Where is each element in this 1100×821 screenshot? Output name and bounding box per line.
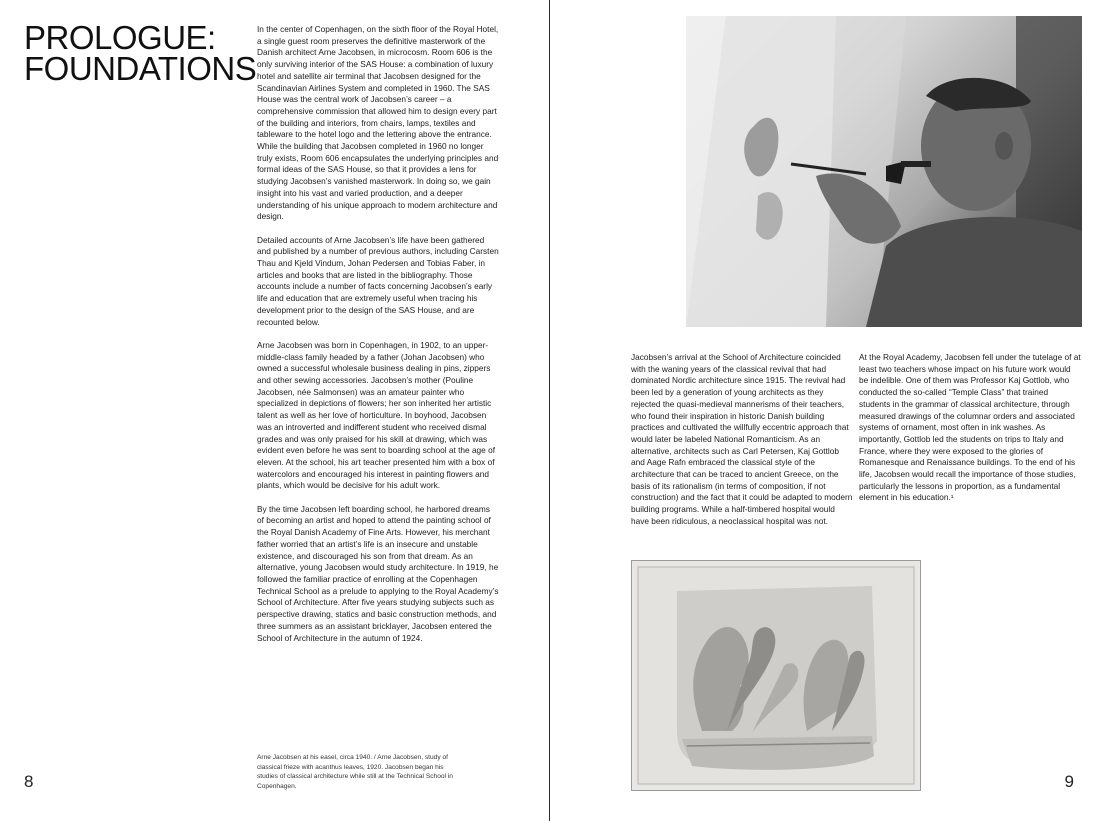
paragraph: Detailed accounts of Arne Jacobsen’s life have been gathered and published by a number of previous authors, including Carsten Thau and Kjeld Vindum, Johan Pedersen and Tobias Faber, in articles and books that are listed in the bibliography. Those accounts include a number of facts concerning Jacobsen’s early life and education that are extremely useful when tracing his development prior to the design of the SAS House, and are recounted below. xyxy=(257,234,499,327)
page-number-left: 8 xyxy=(24,772,34,791)
paragraph: In the center of Copenhagen, on the sixth floor of the Royal Hotel, a single guest room preserves the definitive masterwork of the Danish architect Arne Jacobsen, in microcosm. Room 606 is the only surviving interior of the SAS House: a combination of luxury hotel and satellite air terminal that Jacobsen designed for the Scandinavian Airlines System and completed in 1960. The SAS House was the central work of Jacobsen’s career – a comprehensive commission that allowed him to design every part of the building and interiors, from chairs, lamps, textiles and tableware to the hotel logo and the lettering above the entrance. While the building that Jacobsen completed in 1960 no longer truly exists, Room 606 encapsulates the underlying principles and formal ideas of the SAS House, so that it provides a lens for studying Jacobsen’s vanished masterwork. In doing so, we gain insight into his vast and varied production, and a deeper understanding of his unique approach to modern architecture and design. xyxy=(257,24,499,222)
photo-illustration xyxy=(686,16,1082,327)
paragraph: Jacobsen’s arrival at the School of Architecture coincided with the waning years of the classical revival that had dominated Nordic architecture since 1915. The revival had been led by a generation of young architects as they rejected the quasi-medieval mannerisms of their teachers, who found their inspiration in historic Danish building practices and cultivated the willfully eccentric approach that would later be labeled National Romanticism. As an alternative, architects such as Carl Petersen, Kaj Gottlob and Aage Rafn embraced the classical style of the architecture that can be traced to ancient Greece, on the basis of its rationalism (in terms of composition, if not construction) and the fact that it could be adapted to modern building programs. While a half-timbered hospital would have been ridiculous, a neoclassical hospital was not. xyxy=(631,352,853,526)
page-number-right: 9 xyxy=(1064,772,1074,791)
body-text-column-a xyxy=(631,352,853,528)
drawing-acanthus-frieze xyxy=(631,560,921,791)
right-page xyxy=(550,0,1100,821)
chapter-title xyxy=(24,19,257,87)
drawing-illustration xyxy=(632,561,920,790)
paragraph: At the Royal Academy, Jacobsen fell under the tutelage of at least two teachers whose impact on his future work would be indelible. One of them was Professor Kaj Gottlob, who conducted the so-called “Temple Class” that trained students in the grammar of classical architecture, through measured drawings of the columnar orders and associated systems of ornament, most often in ink washes. As importantly, Gottlob led the students on trips to Italy and France, where they were exposed to the glories of Romanesque and Renaissance buildings. To the end of his life, Jacobsen would recall the importance of those studies, particularly the lessons in proportion, as a fundamental element in his education.¹ xyxy=(859,352,1081,503)
body-text-column xyxy=(257,24,499,656)
body-text-column-b xyxy=(859,352,1081,504)
chapter-title-line-2: FOUNDATIONS xyxy=(24,50,257,87)
paragraph: Arne Jacobsen was born in Copenhagen, in 1902, to an upper-middle-class family headed by a father (Johan Jacobsen) who owned a successful wholesale business dealing in pins, zippers and other sewing accessories. Jacobsen’s mother (Pouline Jacobsen, née Salmonsen) was an amateur painter who specialized in depictions of flowers; her son inherited her artistic talent as well as her love of horticulture. In boyhood, Jacobsen was an introverted and indifferent student who received dismal grades and was only praised for his skill at drawing, which was evident even before he was sent to boarding school at the age of eleven. At the school, his art teacher presented him with a box of watercolors and encouraged his interest in painting flowers and plants, which would be decisive for his adult work. xyxy=(257,339,496,491)
image-caption: Arne Jacobsen at his easel, circa 1940. / Arne Jacobsen, study of classical frieze with acanthus leaves, 1920. Jacobsen began his studies of classical architecture while still at the Technical School in Copenhagen. xyxy=(257,754,453,790)
chapter-title-line-1: PROLOGUE: xyxy=(24,19,216,56)
left-page xyxy=(0,0,549,821)
paragraph: By the time Jacobsen left boarding school, he harbored dreams of becoming an artist and hoped to attend the painting school of the Royal Danish Academy of Fine Arts. However, his merchant father worried that an artist’s life is an insecure and unstable existence, and discouraged his son from that dream. As an alternative, young Jacobsen would study architecture. In 1919, he followed the familiar practice of enrolling at the Copenhagen Technical School as a prelude to applying to the Royal Academy’s School of Architecture. After five years studying subjects such as perspective drawing, statics and basic construction methods, and three summers as an assistant bricklayer, Jacobsen entered the School of Architecture in the autumn of 1924. xyxy=(257,503,499,643)
photo-jacobsen-at-easel xyxy=(686,16,1082,327)
